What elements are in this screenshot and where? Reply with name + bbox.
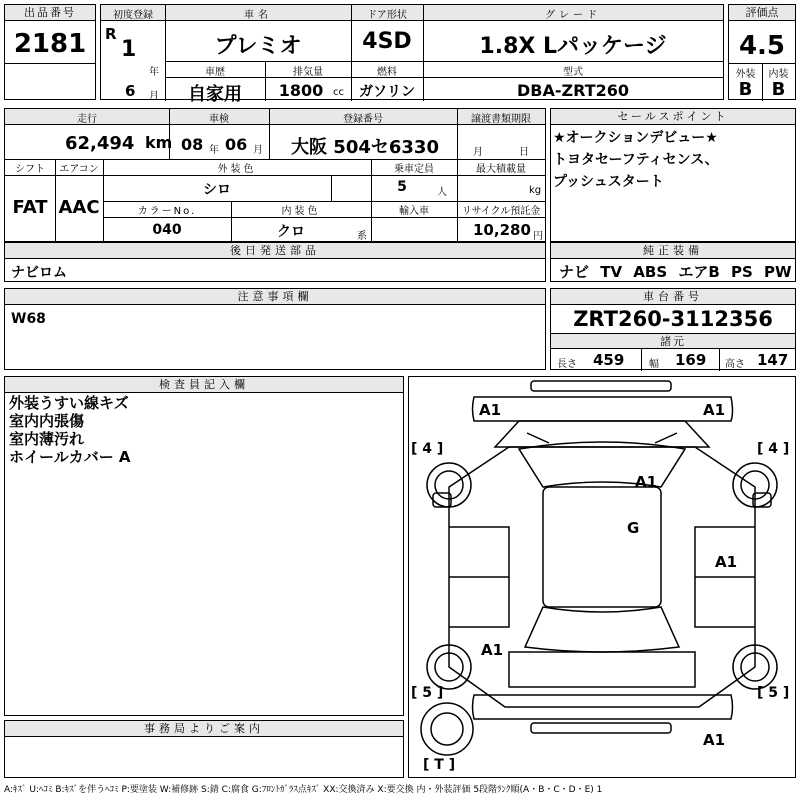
color-label: 外装色 [217, 164, 257, 175]
insp-year-unit: 年 [209, 145, 219, 156]
mark-a1-left-rear: A1 [481, 641, 504, 659]
ac: AAC [58, 197, 100, 218]
insp-year: 08 [181, 135, 204, 154]
mark-a1-right-door: A1 [715, 553, 738, 571]
tire-spare: [ T ] [423, 757, 456, 773]
notice-box [4, 288, 546, 370]
later-parts: ナビロム [11, 265, 67, 281]
selling-point-1: ★オークションデビュー★ [553, 130, 718, 146]
int-label: 内装 [768, 69, 789, 80]
equipment-box [550, 242, 796, 282]
later-parts-label: 後日発送部品 [5, 243, 545, 259]
tire-rear-right: [ 5 ] [757, 685, 790, 701]
wid-label: 幅 [649, 359, 659, 370]
door-label: ドア形状 [367, 10, 407, 21]
car-name: プレミオ [214, 34, 302, 59]
load-unit: kg [529, 185, 542, 196]
later-parts-box [4, 242, 546, 282]
door-type: 4SD [362, 29, 412, 54]
mileage-label: 走行 [77, 114, 97, 125]
tire-front-left: [ 4 ] [411, 441, 444, 457]
shift: FAT [12, 197, 48, 218]
score-box [728, 4, 796, 100]
grade: 1.8X Lパッケージ [479, 34, 667, 59]
capacity-unit: 人 [437, 187, 447, 198]
reg-number: 大阪 504セ6330 [291, 137, 439, 158]
body-color: シロ [203, 182, 231, 198]
load-label: 最大積載量 [476, 164, 526, 175]
car-name-label: 車名 [244, 10, 272, 21]
lot-box [4, 4, 96, 100]
history: 自家用 [188, 84, 242, 105]
mark-a1-rear: A1 [703, 731, 726, 749]
ext-grade: B [738, 79, 753, 100]
interior-color: クロ [277, 224, 305, 240]
import-label: 輸入車 [399, 206, 429, 217]
chassis-number: ZRT260-3112356 [573, 307, 773, 331]
model-label: 型式 [563, 67, 583, 78]
era: R [105, 25, 117, 43]
transfer-label: 譲渡書類期限 [471, 114, 531, 125]
cc-unit: cc [333, 87, 344, 98]
ac-label: エアコン [59, 164, 99, 175]
transfer-day: 日 [519, 147, 529, 158]
mark-g-windshield: G [627, 519, 640, 537]
inspector-note-2: 室内内張傷 [9, 412, 85, 430]
tire-front-right: [ 4 ] [757, 441, 790, 457]
height: 147 [757, 351, 789, 369]
insp-month: 06 [225, 135, 248, 154]
width: 169 [675, 351, 707, 369]
selling-point-2: トヨタセーフティセンス、 [553, 152, 719, 168]
selling-points-box [550, 108, 796, 242]
km-unit: km [145, 133, 173, 152]
equipment-label: 純正装備 [551, 243, 795, 259]
inspector-label: 検査員記入欄 [5, 377, 403, 393]
reg-label: 登録番号 [343, 114, 383, 125]
first-reg-label: 初度登録 [113, 10, 153, 21]
lot-number: 2181 [13, 29, 87, 59]
capacity: 5 [397, 179, 407, 195]
transfer-month: 月 [473, 147, 483, 158]
year-unit: 年 [149, 67, 159, 78]
shift-label: シフト [15, 164, 45, 175]
month-unit: 月 [149, 91, 159, 102]
recycle-unit: 円 [533, 231, 543, 242]
mileage: 62,494 [65, 133, 135, 154]
inspector-box [4, 376, 404, 716]
displacement-label: 排気量 [293, 67, 323, 78]
selling-point-3: プッシュスタート [553, 174, 664, 190]
hgt-label: 高さ [725, 359, 745, 370]
mark-a1-front-left: A1 [479, 401, 502, 419]
len-label: 長さ [557, 359, 577, 370]
recycle-label: リサイクル預託金 [461, 206, 541, 217]
displacement: 1800 [278, 81, 324, 100]
reg-month: 6 [125, 82, 136, 100]
lot-label: 出品番号 [5, 5, 95, 21]
chassis-label: 車台番号 [551, 289, 795, 305]
grade-label: グレード [545, 10, 601, 21]
dims-label: 諸元 [551, 333, 795, 349]
reg-year: 1 [121, 37, 137, 62]
office-label: 事務局よりご案内 [5, 721, 403, 737]
fuel: ガソリン [359, 84, 415, 100]
equipment: ナビ TV ABS エアB PS PW [559, 263, 792, 281]
notice-label: 注意事項欄 [5, 289, 545, 305]
inspector-note-4: ホイールカバー A [9, 448, 131, 466]
vehicle-info-box [100, 4, 724, 105]
mark-a1-front-right: A1 [703, 401, 726, 419]
recycle-fee: 10,280 [473, 221, 531, 239]
int-color-unit: 系 [357, 231, 367, 242]
color-no-label: カラーNo. [137, 206, 197, 217]
score: 4.5 [738, 31, 786, 61]
ext-label: 外装 [735, 69, 756, 80]
legend: A:ｷｽﾞ U:ﾍｺﾐ B:ｷｽﾞを伴うﾍｺﾐ P:要塗装 W:補修跡 S:錆 C:腐食 G:ﾌﾛﾝﾄｶﾞﾗｽ点ｷｽﾞ XX:交換済み X:要交換 内・外装評価 5段階ﾗﾝｸ順(A・B・C・D・E) 1 [4, 785, 603, 795]
inspector-note-1: 外装うすい線キズ [9, 394, 129, 412]
mark-a1-windshield: A1 [635, 473, 658, 491]
notice: W68 [11, 311, 46, 327]
int-color-label: 内装色 [281, 206, 321, 217]
fuel-label: 燃料 [377, 67, 397, 78]
score-label: 評価点 [729, 5, 795, 21]
inspector-note-3: 室内薄汚れ [9, 430, 85, 448]
inspection-label: 車検 [209, 114, 229, 125]
int-grade: B [771, 79, 786, 100]
car-diagram [408, 376, 796, 778]
color-number: 040 [152, 222, 182, 238]
history-label: 車歴 [205, 67, 225, 78]
capacity-label: 乗車定員 [394, 164, 434, 175]
tire-rear-left: [ 5 ] [411, 685, 444, 701]
chassis-box [550, 288, 796, 370]
model: DBA-ZRT260 [516, 81, 629, 100]
insp-month-unit: 月 [253, 145, 263, 156]
office-box [4, 720, 404, 778]
selling-points-label: セールスポイント [551, 109, 795, 125]
details-box [4, 108, 546, 242]
car-diagram-svg [409, 377, 795, 777]
length: 459 [593, 351, 625, 369]
